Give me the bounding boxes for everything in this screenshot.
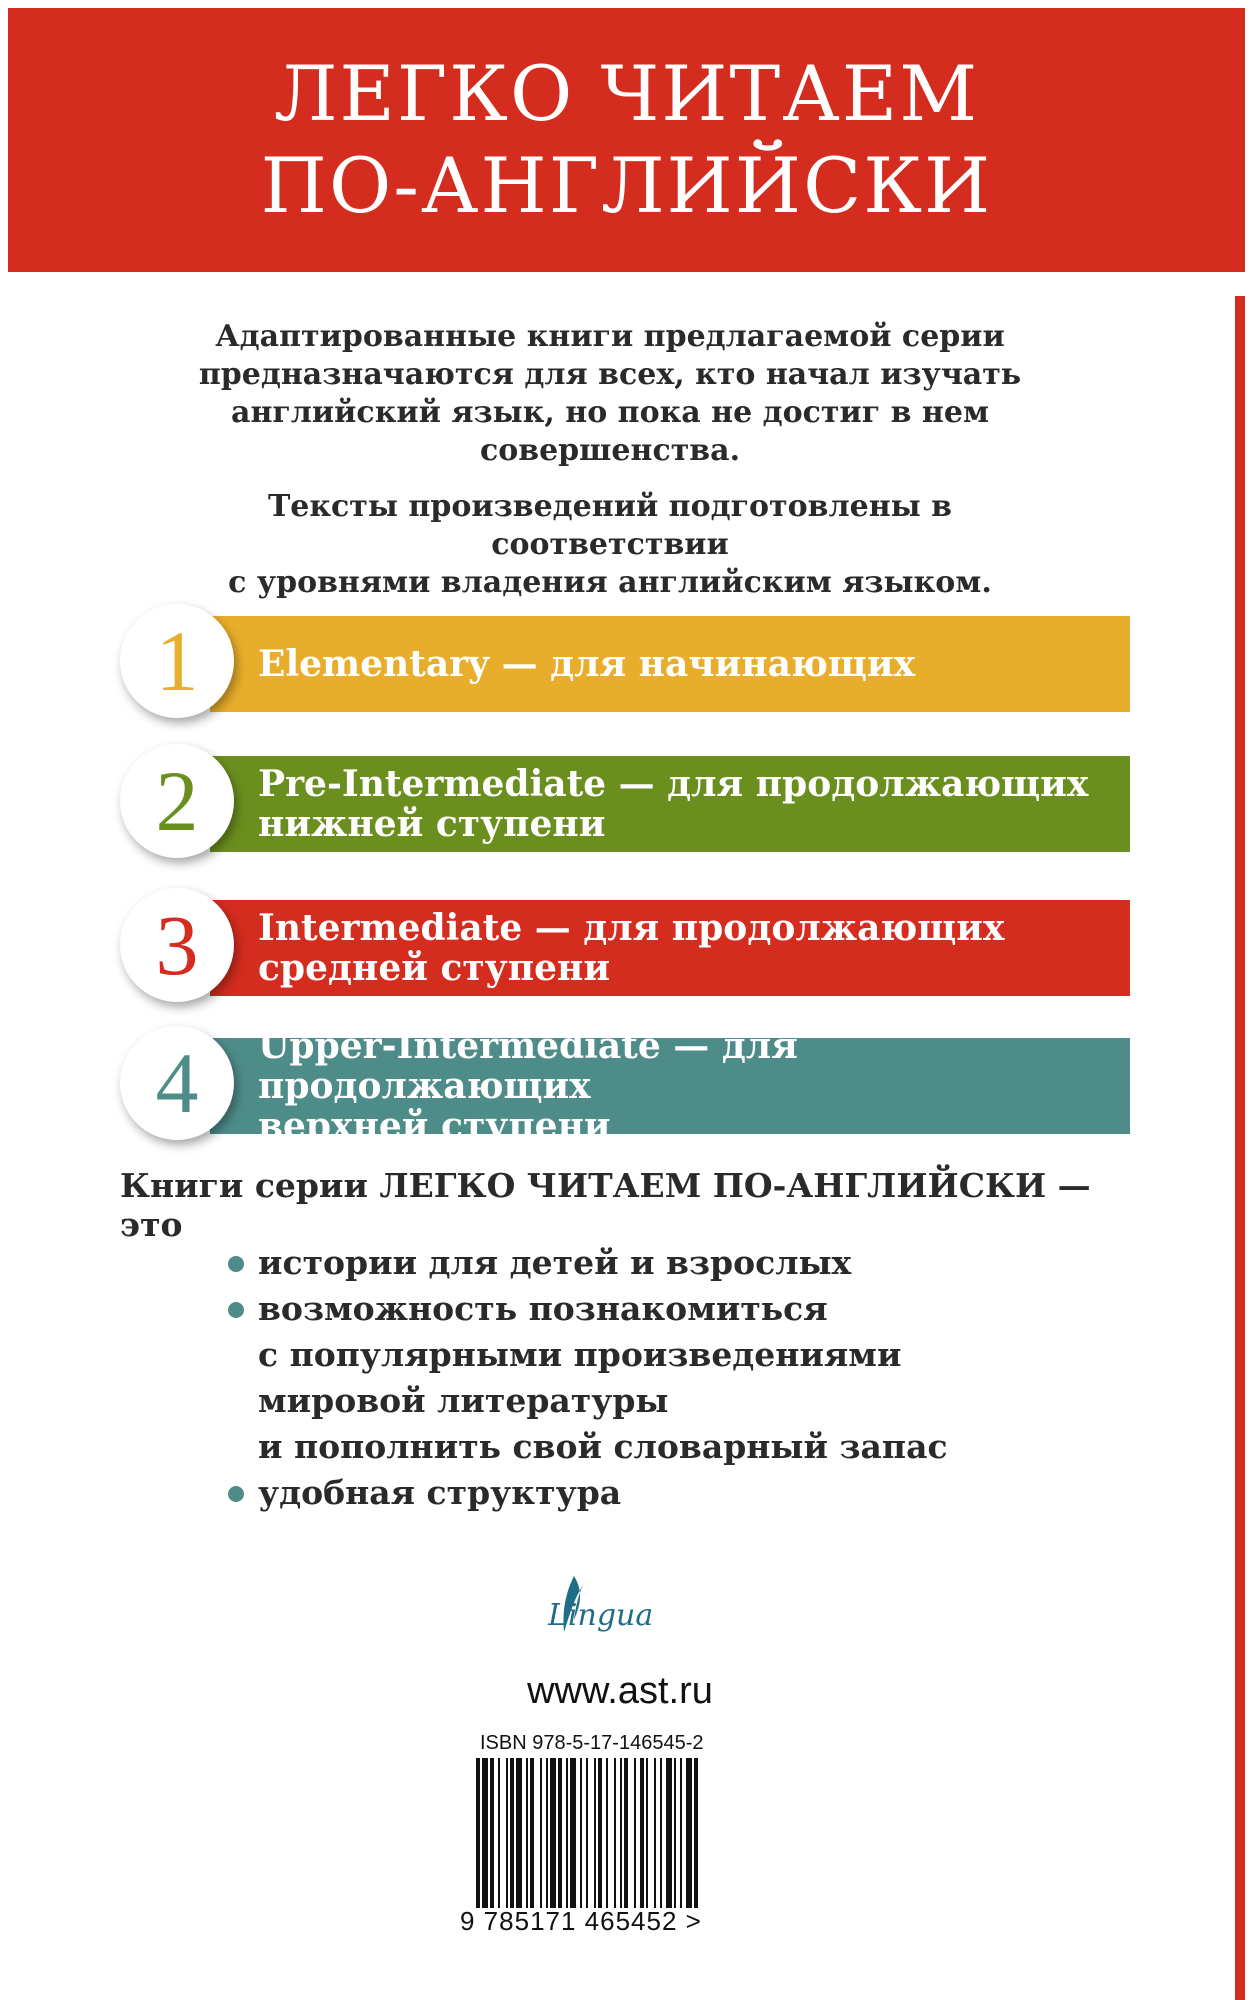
features-item-line: с популярными произведениями: [258, 1335, 902, 1374]
level-1-bar: [210, 616, 1130, 712]
intro-p1-line: предназначаются для всех, кто начал изучать: [198, 357, 1022, 392]
barcode-bar: [606, 1758, 608, 1908]
level-4-number: 4: [120, 1026, 234, 1140]
features-item-line: мировой литературы: [258, 1381, 669, 1420]
barcode-bar: [646, 1758, 648, 1908]
barcode-bar: [558, 1758, 562, 1908]
isbn-label: ISBN 978-5-17-146545-2: [480, 1732, 704, 1754]
lingua-logo: [540, 1570, 690, 1650]
barcode-bar: [614, 1758, 616, 1908]
bullet-icon: [228, 1256, 244, 1272]
level-3: [120, 894, 1130, 1002]
barcode-bar: [666, 1758, 672, 1908]
intro-paragraph-2: [150, 488, 1070, 602]
level-1-line-1: Elementary — для начинающих: [258, 643, 916, 685]
features-item: [258, 1286, 1058, 1470]
level-3-bar: [210, 900, 1130, 996]
barcode-bar: [674, 1758, 676, 1908]
features-list: [258, 1240, 1058, 1516]
barcode-icon: [476, 1758, 738, 1908]
barcode-bar: [586, 1758, 588, 1908]
level-3-line-1: Intermediate — для продолжающих: [258, 907, 1005, 949]
title-line-2: ПО-АНГЛИЙСКИ: [260, 141, 993, 230]
level-3-number: 3: [120, 888, 234, 1002]
barcode-bar: [620, 1758, 622, 1908]
barcode-digits: 9 785171 465452 >: [460, 1906, 702, 1936]
bullet-icon: [228, 1302, 244, 1318]
features-item: [258, 1470, 1058, 1516]
level-2-bar: [210, 756, 1130, 852]
level-3-line-2: средней ступени: [258, 947, 611, 989]
level-4-line-1: Upper-Intermediate — для продолжающих: [258, 1025, 798, 1107]
barcode-bar: [594, 1758, 596, 1908]
features-item-line: истории для детей и взрослых: [258, 1243, 852, 1282]
barcode-bar: [570, 1758, 576, 1908]
features-item-line: и пополнить свой словарный запас: [258, 1427, 948, 1466]
level-4: [120, 1025, 1130, 1147]
level-4-line-2: верхней ступени: [258, 1105, 611, 1147]
intro-p1-line: Адаптированные книги предлагаемой серии: [215, 319, 1005, 354]
right-red-stripe: [1235, 296, 1245, 2000]
barcode-bar: [490, 1758, 494, 1908]
barcode-bar: [530, 1758, 534, 1908]
title-line-1: ЛЕГКО ЧИТАЕМ: [273, 49, 980, 138]
features-item: [258, 1240, 1058, 1286]
barcode-bar: [660, 1758, 662, 1908]
barcode-bar: [680, 1758, 682, 1908]
barcode-bar: [640, 1758, 644, 1908]
barcode-bar: [526, 1758, 528, 1908]
barcode-bar: [476, 1758, 480, 1908]
level-2-line-2: нижней ступени: [258, 803, 606, 845]
barcode-bar: [482, 1758, 488, 1908]
features-item-line: возможность познакомиться: [258, 1289, 828, 1328]
intro-paragraph-1: [150, 318, 1070, 470]
barcode-bar: [654, 1758, 656, 1908]
barcode-bar: [516, 1758, 522, 1908]
barcode-bar: [566, 1758, 568, 1908]
level-2: [120, 750, 1130, 858]
publisher-url: www.ast.ru: [527, 1670, 713, 1712]
intro-p2-line: с уровнями владения английским языком.: [228, 565, 992, 600]
barcode-bar: [694, 1758, 698, 1908]
title-banner: [8, 8, 1245, 272]
level-2-line-1: Pre-Intermediate — для продолжающих: [258, 763, 1089, 805]
features-item-line: удобная структура: [258, 1473, 622, 1512]
bullet-icon: [228, 1486, 244, 1502]
barcode-bar: [686, 1758, 692, 1908]
barcode-bar: [550, 1758, 556, 1908]
intro-p1-line: английский язык, но пока не достиг в нем: [231, 395, 989, 430]
intro-p2-line: Тексты произведений подготовлены в соответствии: [267, 489, 953, 562]
barcode-bar: [546, 1758, 548, 1908]
features-title: Книги серии ЛЕГКО ЧИТАЕМ ПО-АНГЛИЙСКИ — это: [120, 1166, 1091, 1244]
barcode-bar: [506, 1758, 508, 1908]
barcode-bar: [498, 1758, 500, 1908]
intro-text: [150, 318, 1070, 602]
barcode-bar: [598, 1758, 602, 1908]
level-4-bar: [210, 1025, 1130, 1147]
intro-p1-line: совершенства.: [479, 433, 741, 468]
level-1-number: 1: [120, 604, 234, 718]
logo-text: Lingua: [548, 1598, 654, 1633]
barcode-bar: [634, 1758, 636, 1908]
barcode-bar: [624, 1758, 628, 1908]
level-1: [120, 610, 1130, 718]
barcode-bar: [580, 1758, 582, 1908]
barcode-bar: [540, 1758, 542, 1908]
level-2-number: 2: [120, 744, 234, 858]
barcode-bar: [510, 1758, 514, 1908]
